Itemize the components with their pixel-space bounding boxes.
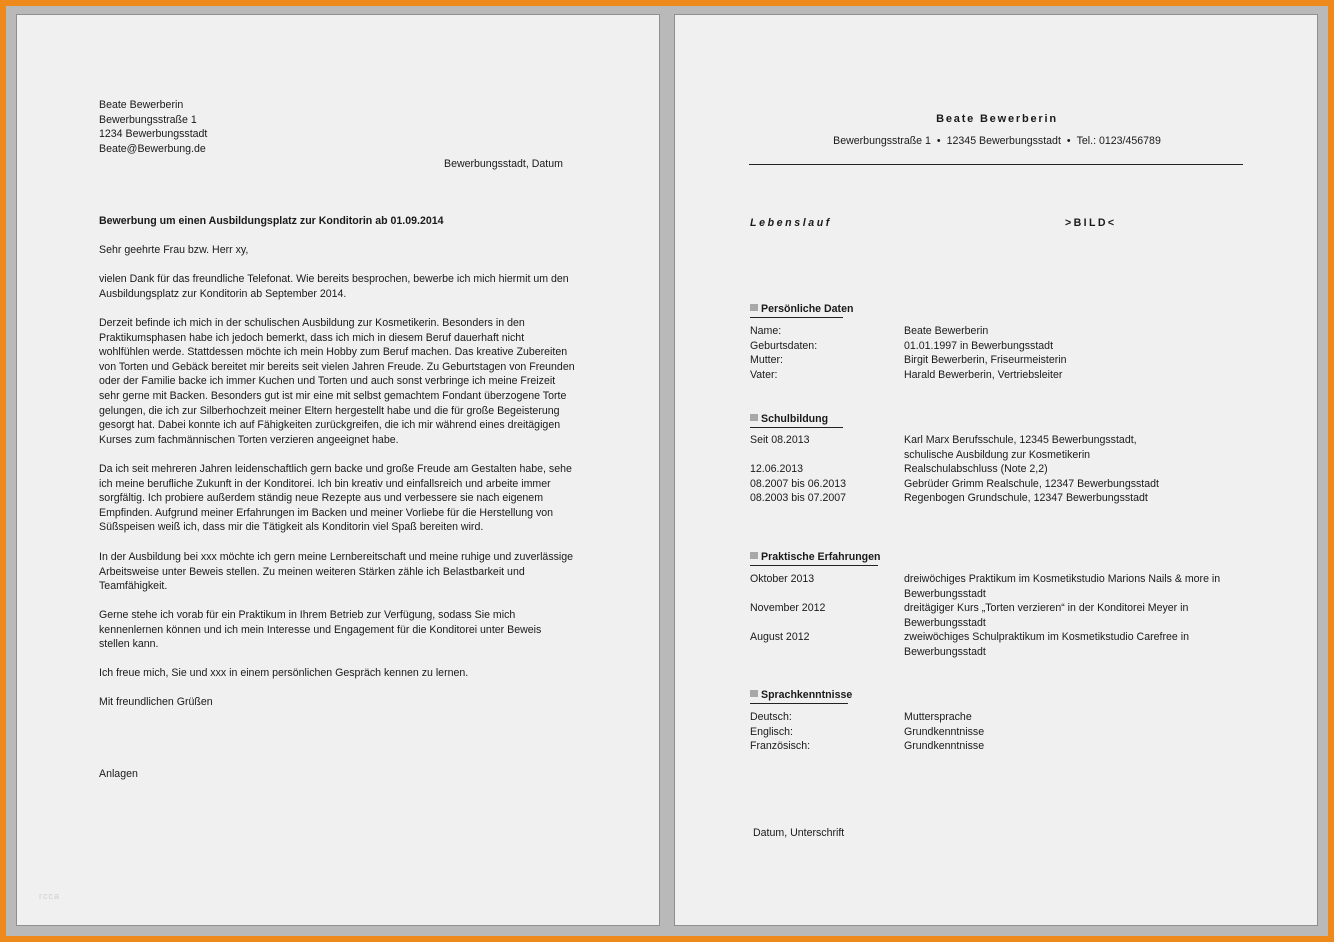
section-heading-languages — [750, 688, 853, 704]
paragraph: In der Ausbildung bei xxx möchte ich gern meine Lernbereitschaft und meine ruhige und zuverlässige Arbeitsweise unter Beweis stellen. Zu meinen weiteren Stärken zähle ich Belastbarkeit und Teamfähigkeit. — [99, 551, 574, 593]
place-date: Bewerbungsstadt, Datum — [444, 158, 563, 170]
row-value: Muttersprache — [904, 711, 972, 723]
sender-street: Bewerbungsstraße 1 — [99, 113, 197, 126]
row-key: 12.06.2013 — [750, 463, 804, 476]
row-key: Geburtsdaten: — [750, 339, 818, 352]
photo-placeholder: >BILD< — [1065, 217, 1117, 229]
row-value: Gebrüder Grimm Realschule, 12347 Bewerbungsstadt — [904, 477, 1159, 490]
bullet-separator: • — [936, 135, 941, 147]
row-value: dreitägiger Kurs „Torten verzieren“ in der Konditorei Meyer in Bewerbungsstadt — [904, 602, 1189, 629]
square-bullet-icon — [750, 414, 758, 421]
sender-city: 1234 Bewerbungsstadt — [99, 128, 208, 141]
cv-contact — [675, 135, 1319, 147]
row-key: Vater: — [750, 368, 778, 381]
salutation: Sehr geehrte Frau bzw. Herr xy, — [99, 244, 249, 256]
row-key: Mutter: — [750, 354, 783, 367]
section-heading-label: Sprachkenntnisse — [761, 689, 853, 701]
paragraph: Ich freue mich, Sie und xxx in einem persönlichen Gespräch kennen zu lernen. — [99, 667, 469, 679]
row-value: 01.01.1997 in Bewerbungsstadt — [904, 339, 1054, 352]
square-bullet-icon — [750, 690, 758, 697]
signature-line: Datum, Unterschrift — [753, 827, 845, 839]
row-key: Französisch: — [750, 740, 811, 753]
section-heading-label: Schulbildung — [761, 413, 829, 425]
attachments: Anlagen — [99, 768, 138, 780]
paragraph: Da ich seit mehreren Jahren leidenschaftlich gern backe und große Freude am Gestalten habe, sehe ich meine berufliche Zukunft in der Konditorei. Ich bin kreativ und einfallsreich und arbeite immer sorgfältig. Ich probiere außerdem ständig neue Rezepte aus und verbessere sie nach eigenem Empfinden. Aufgrund meiner Erfahrungen im Backen und meiner Vorliebe für die Herstellung von Süßspeisen weiß ich, dass mir die Tätigkeit als Konditorin viel Spaß bereiten wird. — [99, 463, 572, 534]
section-heading-experience — [750, 550, 881, 566]
sender-name: Beate Bewerberin — [99, 99, 184, 111]
section-heading-label: Persönliche Daten — [761, 303, 854, 315]
closing: Mit freundlichen Grüßen — [99, 696, 213, 708]
row-key: November 2012 — [750, 602, 826, 615]
square-bullet-icon — [750, 552, 758, 559]
cv-phone: Tel.: 0123/456789 — [1076, 135, 1161, 147]
header-rule — [749, 164, 1243, 165]
row-value: Birgit Bewerberin, Friseurmeisterin — [904, 354, 1067, 367]
row-value: Regenbogen Grundschule, 12347 Bewerbungsstadt — [904, 492, 1148, 505]
paragraph: vielen Dank für das freundliche Telefonat. Wie bereits besprochen, bewerbe ich mich hiermit um den Ausbildungsplatz zur Konditorin ab September 2014. — [99, 273, 569, 300]
row-key: Oktober 2013 — [750, 573, 815, 585]
paragraph: Derzeit befinde ich mich in der schulischen Ausbildung zur Kosmetikerin. Besonders in den Praktikumsphasen habe ich jedoch bemerkt, dass ich mich in diesem Beruf dauerhaft nicht wohlfühlen werde. Stattdessen möchte ich mein Hobby zum Beruf machen. Das kreative Zubereiten von Torten und Gebäck bereitet mir bereits seit vielen Jahren Freude. Zu Geburtstagen von Freunden oder der Familie backe ich immer Kuchen und Torten und auch sonst verbringe ich meine Freizeit sehr gerne mit Backen. Besonders gut ist mir eine mit selbst gemachtem Fondant überzogene Torte gelungen, die ich zur Silberhochzeit meiner Eltern hergestellt habe und die für große Begeisterung gesorgt hat. Dabei konnte ich auf Fähigkeiten zurückgreifen, die ich mir während eines dreitägigen Kurses zum fachmännischen Torten verzieren angeeignet habe. — [99, 317, 575, 446]
letter-subject: Bewerbung um einen Ausbildungsplatz zur Konditorin ab 01.09.2014 — [99, 215, 444, 227]
row-value: Realschulabschluss (Note 2,2) — [904, 463, 1048, 476]
row-value: zweiwöchiges Schulpraktikum im Kosmetikstudio Carefree in Bewerbungsstadt — [904, 631, 1189, 658]
sender-email: Beate@Bewerbung.de — [99, 142, 206, 155]
row-key: 08.2003 bis 07.2007 — [750, 492, 847, 505]
bullet-separator: • — [1066, 135, 1071, 147]
row-key: Name: — [750, 325, 782, 337]
row-value: Beate Bewerberin — [904, 325, 989, 337]
cover-letter-page — [16, 14, 660, 926]
row-value: Grundkenntnisse — [904, 740, 985, 753]
row-value: Harald Bewerberin, Vertriebsleiter — [904, 368, 1063, 381]
section-heading-label: Praktische Erfahrungen — [761, 551, 881, 563]
cv-page — [674, 14, 1318, 926]
row-value: Karl Marx Berufsschule, 12345 Bewerbungsstadt, schulische Ausbildung zur Kosmetikerin — [904, 434, 1137, 461]
row-value: Grundkenntnisse — [904, 725, 985, 738]
document-frame — [6, 6, 1328, 936]
paragraph: Gerne stehe ich vorab für ein Praktikum in Ihrem Betrieb zur Verfügung, sodass Sie mich kennenlernen können und ich mein Interesse und Engagement für die Konditorei unter Beweis stellen kann. — [99, 609, 542, 651]
row-key: August 2012 — [750, 631, 810, 644]
cv-street: Bewerbungsstraße 1 — [833, 135, 931, 147]
section-heading-school — [750, 412, 843, 428]
row-key: Seit 08.2013 — [750, 434, 810, 446]
cv-title: Lebenslauf — [750, 217, 832, 229]
cv-city: 12345 Bewerbungsstadt — [946, 135, 1061, 147]
watermark: rcca — [39, 891, 61, 901]
row-key: 08.2007 bis 06.2013 — [750, 477, 847, 490]
section-heading-personal — [750, 302, 854, 318]
row-key: Englisch: — [750, 725, 793, 738]
square-bullet-icon — [750, 304, 758, 311]
row-key: Deutsch: — [750, 711, 792, 723]
row-value: dreiwöchiges Praktikum im Kosmetikstudio Marions Nails & more in Bewerbungsstadt — [904, 573, 1221, 600]
cv-name: Beate Bewerberin — [936, 113, 1058, 125]
